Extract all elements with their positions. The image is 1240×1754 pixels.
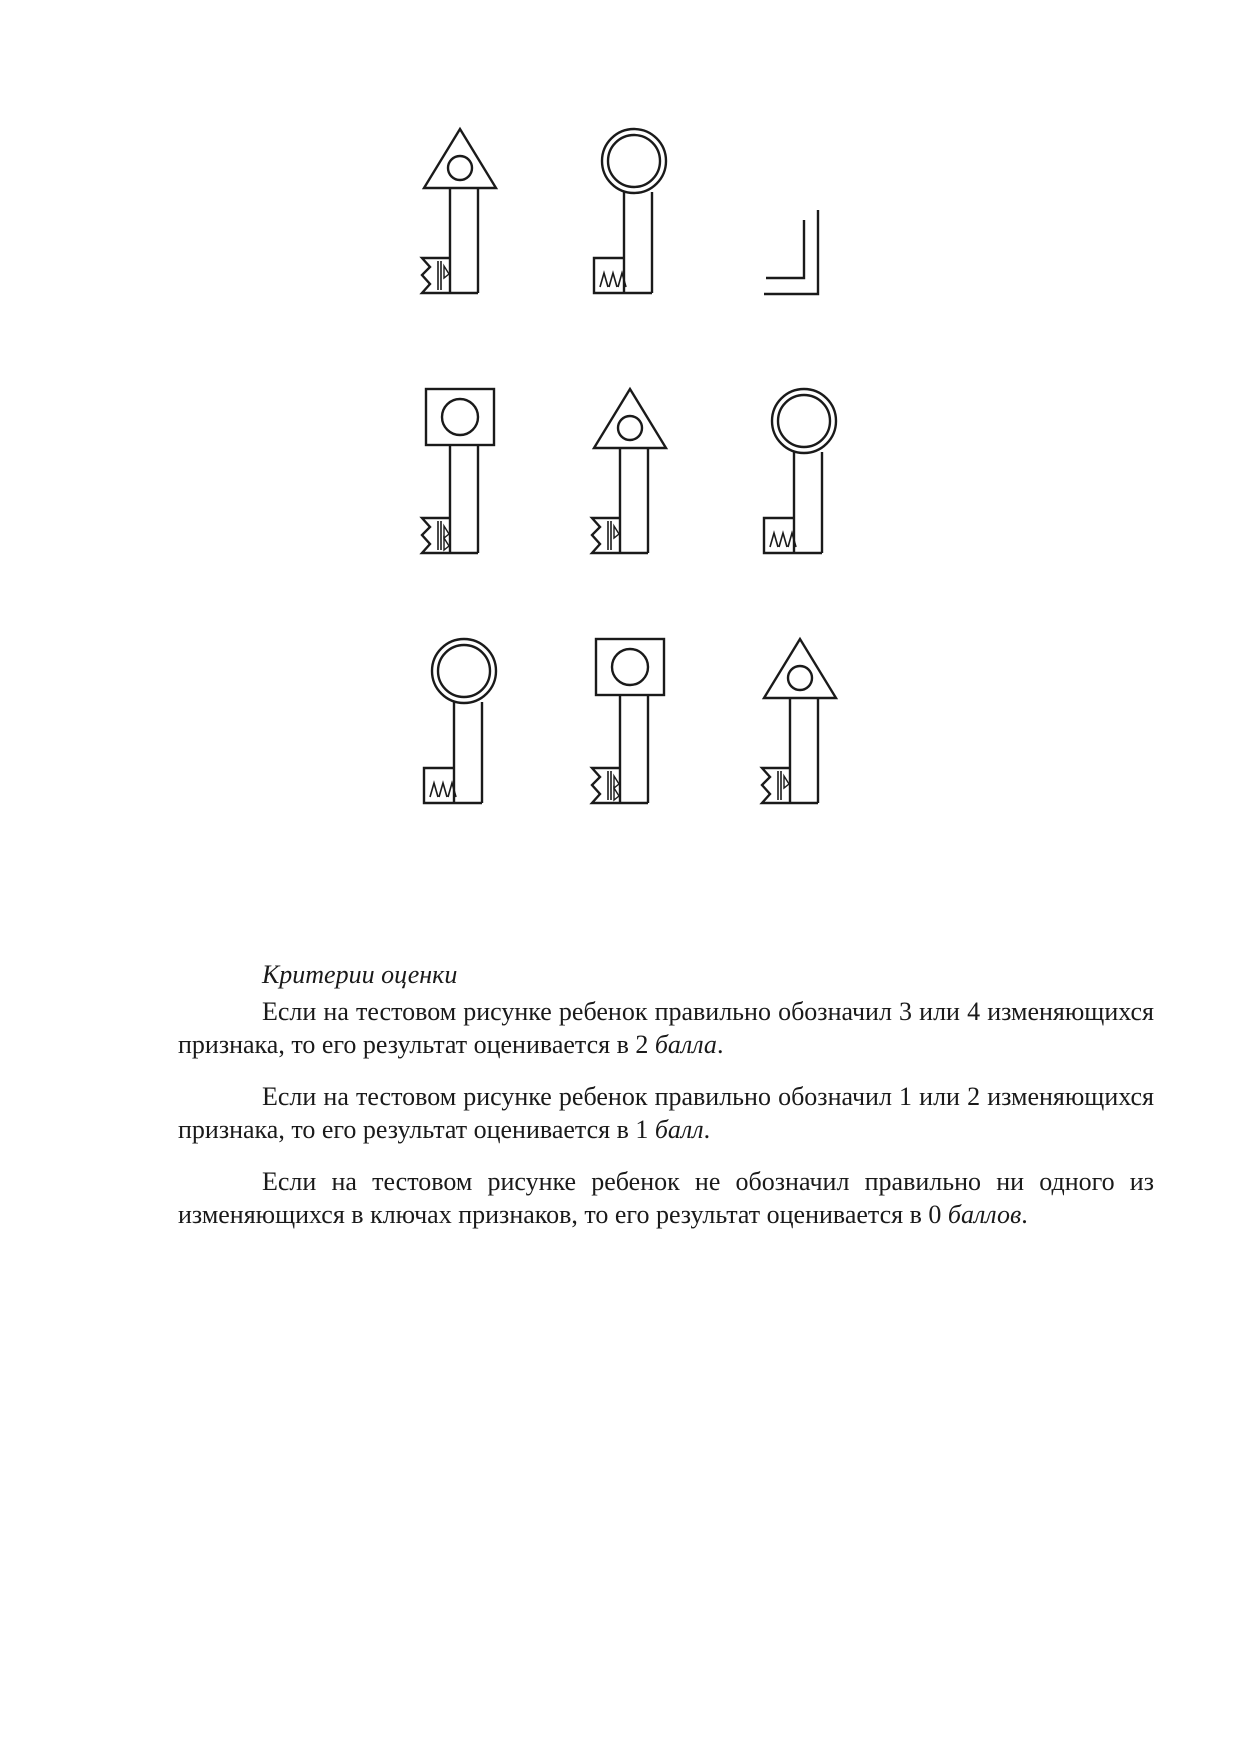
key-shaft-sides <box>790 698 818 803</box>
square-head <box>596 639 664 695</box>
bit-triangle <box>444 538 449 550</box>
keys-figure <box>360 105 920 895</box>
key-2-2 <box>592 389 666 553</box>
key-1-2 <box>594 129 666 293</box>
triangle-head-hole <box>448 156 472 180</box>
key-3-2 <box>592 639 664 803</box>
para2-emphasis: балл <box>654 1115 704 1144</box>
square-head-hole <box>612 649 648 685</box>
bit-triangle <box>614 776 619 788</box>
triangle-head-hole <box>618 416 642 440</box>
key-shaft-sides <box>450 188 478 293</box>
ring-head-inner <box>438 645 490 697</box>
key-shaft-sides <box>794 452 822 553</box>
para2-end: . <box>703 1115 711 1144</box>
square-head <box>426 389 494 445</box>
key-2-3 <box>764 389 836 553</box>
ring-head-inner <box>778 395 830 447</box>
bit-triangle <box>614 788 619 800</box>
key-shaft-sides <box>624 192 652 293</box>
triangle-head-hole <box>788 666 812 690</box>
bit-tooth <box>609 273 617 287</box>
missing-key-inner-line <box>766 220 804 278</box>
para1-text: Если на тестовом рисунке ребенок правильно обозначил 3 или 4 изменяющихся признака, то его результат оценивается в 2 <box>178 997 1154 1059</box>
bit-tooth <box>770 533 778 547</box>
ring-head-outer <box>432 639 496 703</box>
key-shaft-sides <box>450 445 478 553</box>
para3-end: . <box>1021 1200 1028 1229</box>
bit-triangle <box>614 526 619 538</box>
bit-triangle <box>444 526 449 538</box>
ring-head-outer <box>772 389 836 453</box>
bit-tooth <box>600 273 608 287</box>
key-1-1 <box>422 129 496 293</box>
para2-text: Если на тестовом рисунке ребенок правильно обозначил 1 или 2 изменяющихся признака, то его результат оценивается в 1 <box>178 1082 1154 1144</box>
para3-text: Если на тестовом рисунке ребенок не обозначил правильно ни одного из изменяющихся в ключах признаков, то его результат оценивается в 0 <box>178 1167 1154 1229</box>
key-shaft-sides <box>620 695 648 803</box>
key-shaft-sides <box>454 702 482 803</box>
key-3-3 <box>762 639 836 803</box>
bit-tooth <box>779 533 787 547</box>
key-3-1 <box>424 639 496 803</box>
bit-triangle <box>444 266 449 278</box>
para3-emphasis: баллов <box>947 1200 1022 1229</box>
para1-emphasis: балла <box>654 1030 717 1059</box>
para1-end: . <box>716 1030 724 1059</box>
criteria-paragraph-1 <box>178 995 1154 1061</box>
ring-head-inner <box>608 135 660 187</box>
bit-triangle <box>784 776 789 788</box>
keys-matrix-svg <box>360 105 920 895</box>
missing-key-outer-line <box>764 210 818 294</box>
square-head-hole <box>442 399 478 435</box>
bit-tooth <box>430 783 438 797</box>
key-2-1 <box>422 389 494 553</box>
key-1-3 <box>764 210 818 294</box>
ring-head-outer <box>602 129 666 193</box>
key-shaft-sides <box>620 448 648 553</box>
criteria-heading: Критерии оценки <box>262 960 458 989</box>
criteria-paragraph-3 <box>178 1165 1154 1231</box>
bit-tooth <box>439 783 447 797</box>
criteria-paragraph-2 <box>178 1080 1154 1146</box>
